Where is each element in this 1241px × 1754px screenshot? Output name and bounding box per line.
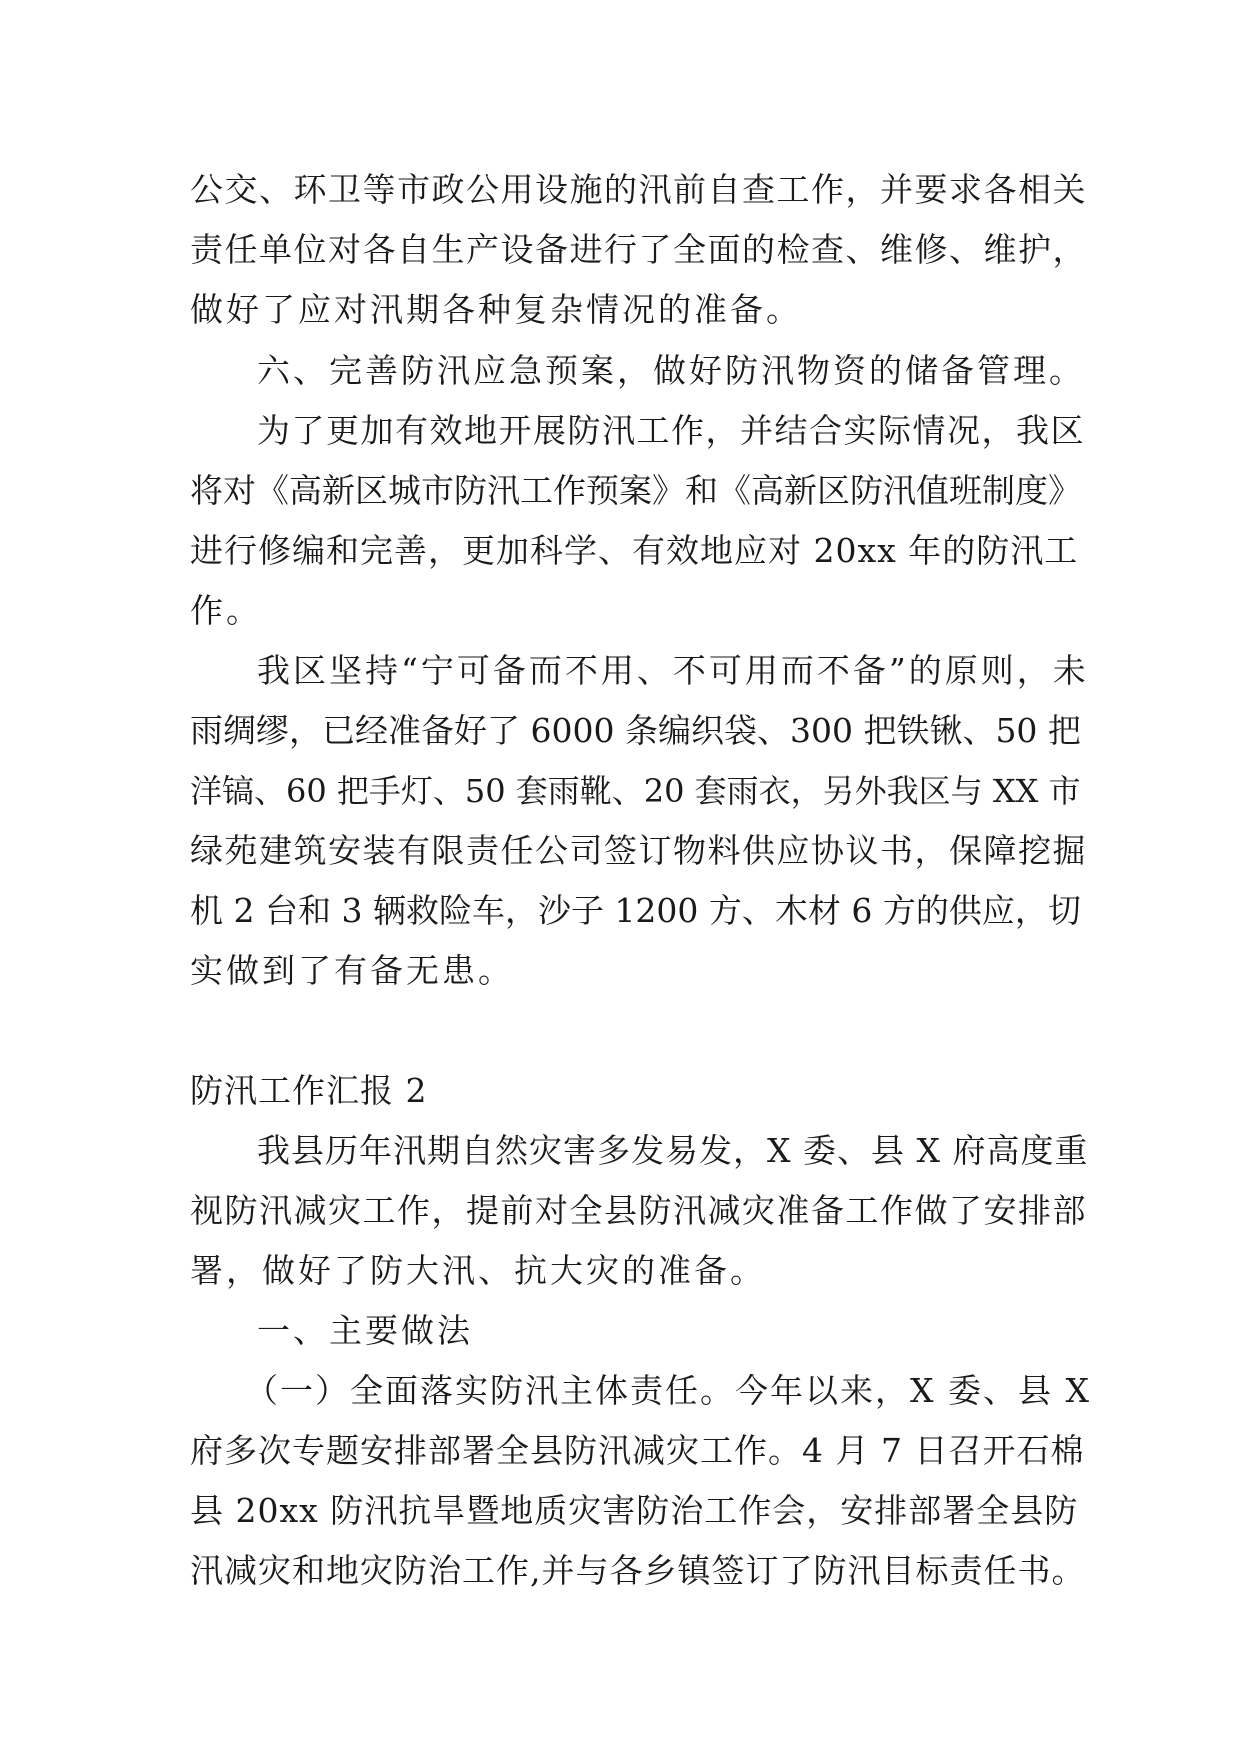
paragraph-line: （一）全面落实防汛主体责任。今年以来，X 委、县 X xyxy=(245,1371,1091,1410)
paragraph-line: 机 2 台和 3 辆救险车，沙子 1200 方、木材 6 方的供应，切 xyxy=(190,891,1081,930)
paragraph-line: 雨绸缪，已经准备好了 6000 条编织袋、300 把铁锹、50 把 xyxy=(190,711,1081,750)
paragraph-line: 绿苑建筑安装有限责任公司签订物料供应协议书，保障挖掘 xyxy=(190,831,1087,870)
paragraph-line: 做好了应对汛期各种复杂情况的准备。 xyxy=(190,290,802,329)
paragraph-line: 我区坚持“宁可备而不用、不可用而不备”的原则，未 xyxy=(257,651,1089,690)
paragraph-line: 署，做好了防大汛、抗大灾的准备。 xyxy=(190,1251,766,1290)
paragraph-line: 府多次专题安排部署全县防汛减灾工作。4 月 7 日召开石棉 xyxy=(190,1431,1085,1470)
paragraph-line: 作。 xyxy=(190,591,262,630)
section-heading: 六、完善防汛应急预案，做好防汛物资的储备管理。 xyxy=(257,351,1085,390)
paragraph-line: 将对《高新区城市防汛工作预案》和《高新区防汛值班制度》 xyxy=(190,471,1081,510)
paragraph-line: 为了更加有效地开展防汛工作，并结合实际情况，我区 xyxy=(257,411,1085,450)
paragraph-line: 责任单位对各自生产设备进行了全面的检查、维修、维护， xyxy=(190,230,1087,269)
paragraph-line: 视防汛减灾工作，提前对全县防汛减灾准备工作做了安排部 xyxy=(190,1191,1087,1230)
section-heading: 一、主要做法 xyxy=(257,1311,473,1350)
report-title: 防汛工作汇报 2 xyxy=(190,1071,428,1110)
paragraph-line: 实做到了有备无患。 xyxy=(190,951,514,990)
paragraph-line: 进行修编和完善，更加科学、有效地应对 20xx 年的防汛工 xyxy=(190,531,1079,570)
paragraph-line: 汛减灾和地灾防治工作,并与各乡镇签订了防汛目标责任书。 xyxy=(190,1551,1086,1590)
paragraph-line: 公交、环卫等市政公用设施的汛前自查工作，并要求各相关 xyxy=(190,170,1087,209)
paragraph-line: 洋镐、60 把手灯、50 套雨靴、20 套雨衣，另外我区与 XX 市 xyxy=(190,772,1081,810)
paragraph-line: 县 20xx 防汛抗旱暨地质灾害防治工作会，安排部署全县防 xyxy=(190,1491,1079,1530)
paragraph-line: 我县历年汛期自然灾害多发易发，X 委、县 X 府高度重 xyxy=(257,1131,1089,1170)
